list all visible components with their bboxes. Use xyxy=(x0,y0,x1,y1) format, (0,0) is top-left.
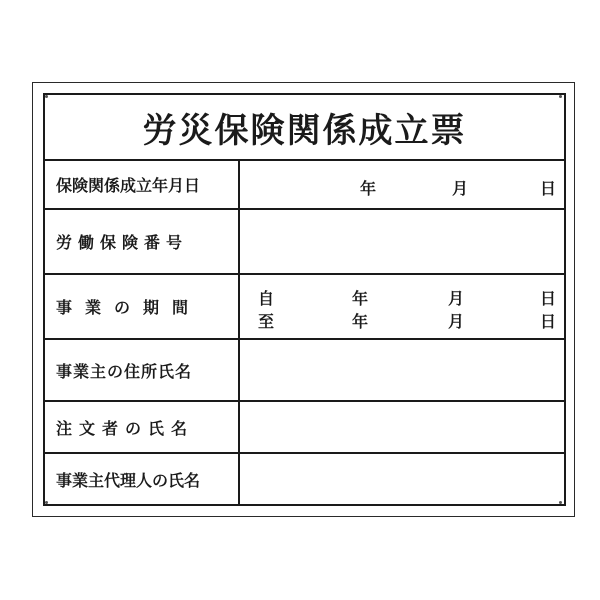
value-insurance-number xyxy=(240,210,564,273)
row-establishment-date xyxy=(45,161,564,210)
label-establishment-date: 保険関係成立年月日 xyxy=(45,161,240,208)
row-agent-name xyxy=(45,454,564,504)
unit-year: 年 xyxy=(360,179,377,198)
title-row xyxy=(45,95,564,161)
sign-board xyxy=(32,82,575,517)
value-orderer-name xyxy=(240,402,564,452)
unit-day: 日 xyxy=(540,179,557,198)
label-employer-address: 事業主の住所氏名 xyxy=(45,340,240,400)
value-establishment-date xyxy=(240,161,564,208)
period-to: 至 xyxy=(258,312,275,331)
label-business-period: 事業の期間 xyxy=(45,275,240,338)
unit-day: 日 xyxy=(540,312,557,331)
unit-year: 年 xyxy=(352,289,369,308)
unit-year: 年 xyxy=(352,312,369,331)
row-business-period xyxy=(45,275,564,340)
label-insurance-number: 労働保険番号 xyxy=(45,210,240,273)
row-employer-address xyxy=(45,340,564,402)
label-agent-name: 事業主代理人の氏名 xyxy=(45,454,240,504)
sign-title: 労災保険関係成立票 xyxy=(142,110,467,151)
row-orderer-name xyxy=(45,402,564,454)
value-agent-name xyxy=(240,454,564,504)
row-insurance-number xyxy=(45,210,564,275)
sign-table xyxy=(43,93,566,506)
label-orderer-name: 注文者の氏名 xyxy=(45,402,240,452)
period-from: 自 xyxy=(258,289,275,308)
unit-month: 月 xyxy=(448,289,465,308)
unit-day: 日 xyxy=(540,289,557,308)
value-employer-address xyxy=(240,340,564,400)
value-business-period xyxy=(240,275,564,338)
unit-month: 月 xyxy=(452,179,469,198)
unit-month: 月 xyxy=(448,312,465,331)
